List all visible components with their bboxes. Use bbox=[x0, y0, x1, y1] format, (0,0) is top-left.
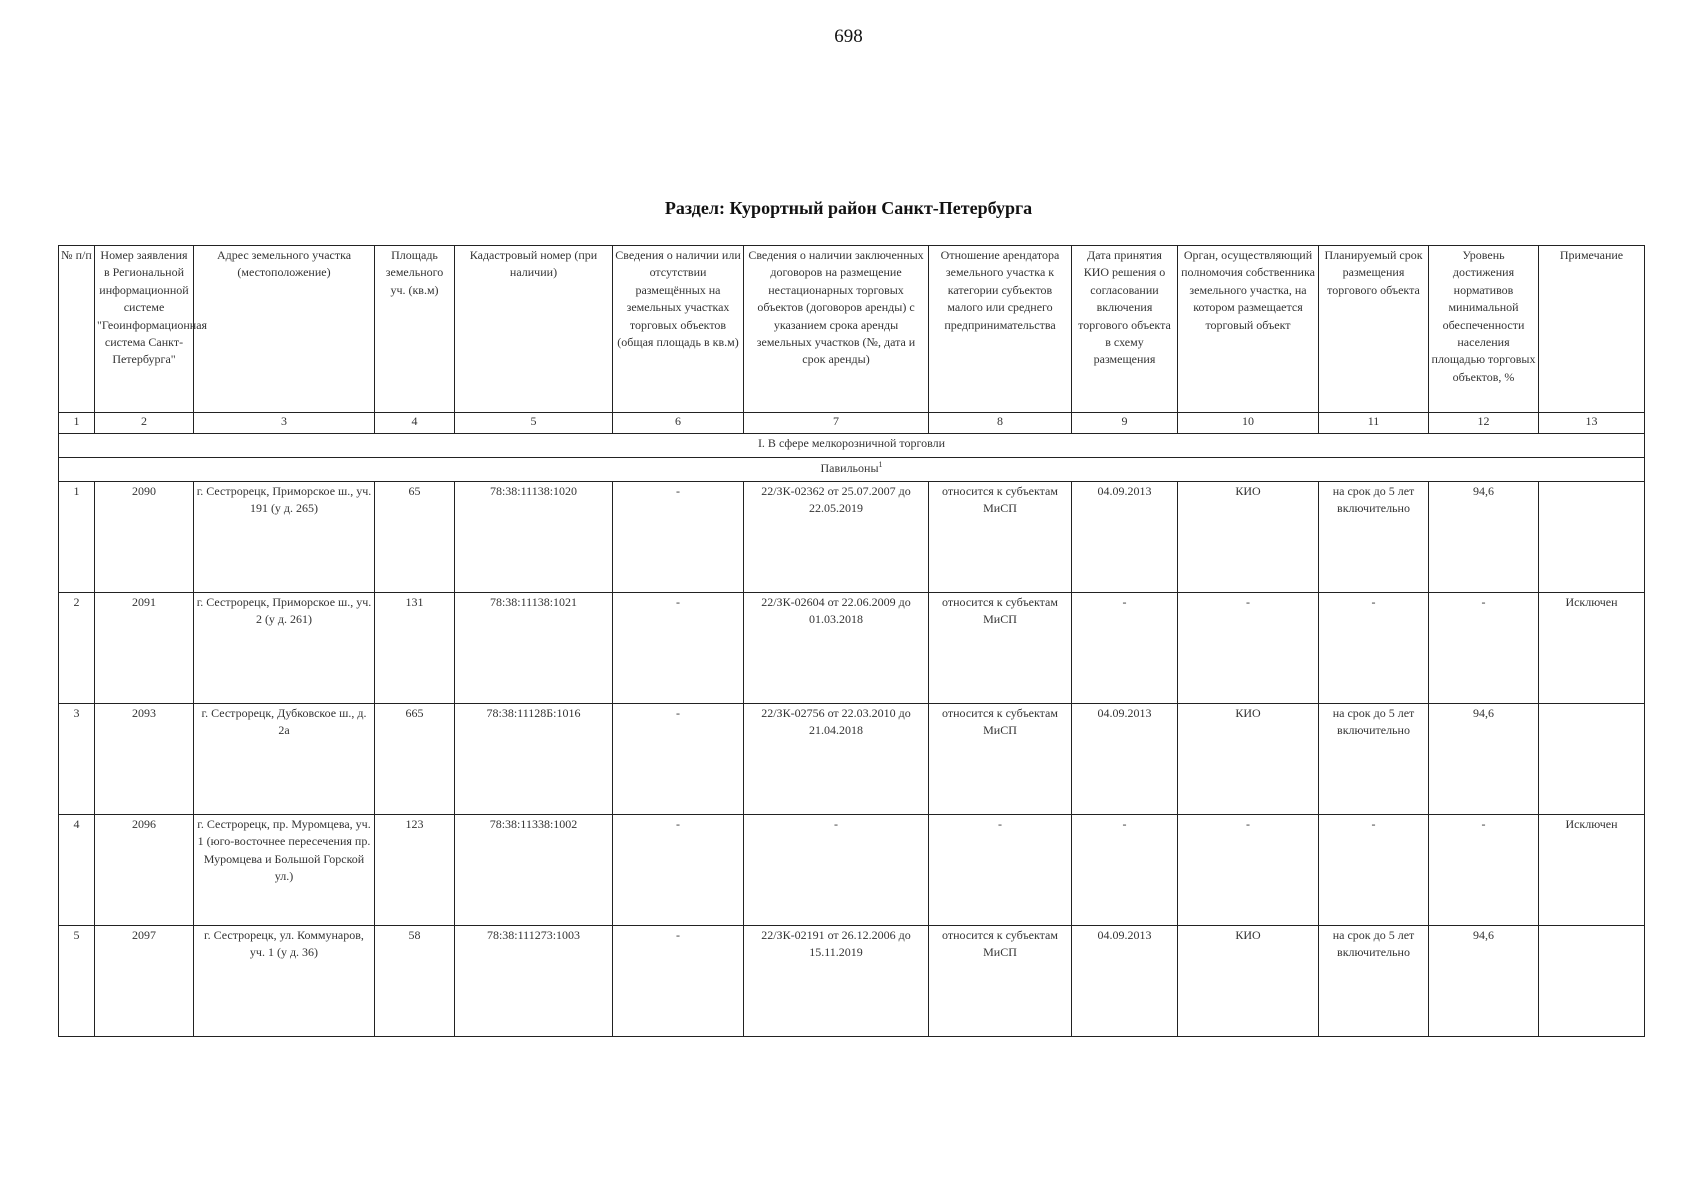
cadastral-number: 78:38:11128Б:1016 bbox=[455, 704, 613, 815]
application-number: 2097 bbox=[95, 926, 194, 1037]
area: 131 bbox=[375, 593, 455, 704]
row-number: 1 bbox=[59, 482, 95, 593]
header-cell: Отношение арендатора земельного участка к категории субъектов малого или среднего предпринимательства bbox=[929, 246, 1072, 413]
lease-contract: 22/ЗК-02191 от 26.12.2006 до 15.11.2019 bbox=[744, 926, 929, 1037]
column-number: 11 bbox=[1319, 413, 1429, 434]
table-row bbox=[59, 926, 1645, 1037]
lease-contract: 22/ЗК-02362 от 25.07.2007 до 22.05.2019 bbox=[744, 482, 929, 593]
column-number: 8 bbox=[929, 413, 1072, 434]
note: Исключен bbox=[1539, 815, 1645, 926]
cadastral-number: 78:38:11138:1021 bbox=[455, 593, 613, 704]
existing-objects: - bbox=[613, 593, 744, 704]
header-cell: Дата принятия КИО решения о согласовании включения торгового объекта в схему размещения bbox=[1072, 246, 1178, 413]
note bbox=[1539, 704, 1645, 815]
sme-status: относится к субъектам МиСП bbox=[929, 704, 1072, 815]
application-number: 2093 bbox=[95, 704, 194, 815]
area: 123 bbox=[375, 815, 455, 926]
address: г. Сестрорецк, Приморское ш., уч. 2 (у д. 261) bbox=[194, 593, 375, 704]
application-number: 2096 bbox=[95, 815, 194, 926]
column-number: 5 bbox=[455, 413, 613, 434]
row-number: 4 bbox=[59, 815, 95, 926]
lease-contract: - bbox=[744, 815, 929, 926]
decision-date: - bbox=[1072, 815, 1178, 926]
table-row bbox=[59, 815, 1645, 926]
decision-date: 04.09.2013 bbox=[1072, 482, 1178, 593]
authority: КИО bbox=[1178, 926, 1319, 1037]
header-cell: Уровень достижения нормативов минимальной обеспеченности населения площадью торговых объектов, % bbox=[1429, 246, 1539, 413]
column-number: 1 bbox=[59, 413, 95, 434]
column-number: 13 bbox=[1539, 413, 1645, 434]
page-number: 698 bbox=[834, 26, 863, 47]
authority: КИО bbox=[1178, 704, 1319, 815]
cadastral-number: 78:38:111273:1003 bbox=[455, 926, 613, 1037]
area: 65 bbox=[375, 482, 455, 593]
provision-level: 94,6 bbox=[1429, 482, 1539, 593]
provision-level: - bbox=[1429, 815, 1539, 926]
header-cell: Сведения о наличии или отсутствии размещённых на земельных участках торговых объектов (общая площадь в кв.м) bbox=[613, 246, 744, 413]
address: г. Сестрорецк, пр. Муромцева, уч. 1 (юго-восточнее пересечения пр. Муромцева и Большой Горской ул.) bbox=[194, 815, 375, 926]
provision-level: 94,6 bbox=[1429, 926, 1539, 1037]
area: 665 bbox=[375, 704, 455, 815]
decision-date: 04.09.2013 bbox=[1072, 704, 1178, 815]
lease-contract: 22/ЗК-02756 от 22.03.2010 до 21.04.2018 bbox=[744, 704, 929, 815]
header-cell: Сведения о наличии заключенных договоров на размещение нестационарных торговых объектов (договоров аренды) с указанием срока аренды земельных участков (№, дата и срок аренды) bbox=[744, 246, 929, 413]
footnote-marker: 1 bbox=[878, 460, 883, 469]
provision-level: - bbox=[1429, 593, 1539, 704]
application-number: 2091 bbox=[95, 593, 194, 704]
address: г. Сестрорецк, Дубковское ш., д. 2а bbox=[194, 704, 375, 815]
column-number: 10 bbox=[1178, 413, 1319, 434]
header-cell: Кадастровый номер (при наличии) bbox=[455, 246, 613, 413]
authority: КИО bbox=[1178, 482, 1319, 593]
application-number: 2090 bbox=[95, 482, 194, 593]
column-number: 12 bbox=[1429, 413, 1539, 434]
sme-status: относится к субъектам МиСП bbox=[929, 593, 1072, 704]
decision-date: 04.09.2013 bbox=[1072, 926, 1178, 1037]
authority: - bbox=[1178, 593, 1319, 704]
row-number: 2 bbox=[59, 593, 95, 704]
placement-term: на срок до 5 лет включительно bbox=[1319, 482, 1429, 593]
placement-term: - bbox=[1319, 593, 1429, 704]
subgroup-heading-row bbox=[59, 458, 1645, 482]
column-number: 3 bbox=[194, 413, 375, 434]
header-cell: № п/п bbox=[59, 246, 95, 413]
sme-status: относится к субъектам МиСП bbox=[929, 926, 1072, 1037]
subgroup-heading: Павильоны bbox=[820, 461, 879, 475]
cadastral-number: 78:38:11138:1020 bbox=[455, 482, 613, 593]
section-title: Раздел: Курортный район Санкт-Петербурга bbox=[664, 198, 1033, 218]
placement-term: - bbox=[1319, 815, 1429, 926]
sme-status: - bbox=[929, 815, 1072, 926]
authority: - bbox=[1178, 815, 1319, 926]
header-cell: Номер заявления в Региональной информационной системе "Геоинформационная система Санкт-Петербурга" bbox=[95, 246, 194, 413]
provision-level: 94,6 bbox=[1429, 704, 1539, 815]
header-cell: Адрес земельного участка (местоположение) bbox=[194, 246, 375, 413]
row-number: 5 bbox=[59, 926, 95, 1037]
column-number: 6 bbox=[613, 413, 744, 434]
cadastral-number: 78:38:11338:1002 bbox=[455, 815, 613, 926]
placement-term: на срок до 5 лет включительно bbox=[1319, 926, 1429, 1037]
column-number: 4 bbox=[375, 413, 455, 434]
table-row bbox=[59, 704, 1645, 815]
existing-objects: - bbox=[613, 704, 744, 815]
note bbox=[1539, 482, 1645, 593]
area: 58 bbox=[375, 926, 455, 1037]
row-number: 3 bbox=[59, 704, 95, 815]
decision-date: - bbox=[1072, 593, 1178, 704]
header-cell: Планируемый срок размещения торгового объекта bbox=[1319, 246, 1429, 413]
note: Исключен bbox=[1539, 593, 1645, 704]
sme-status: относится к субъектам МиСП bbox=[929, 482, 1072, 593]
column-number: 7 bbox=[744, 413, 929, 434]
lease-contract: 22/ЗК-02604 от 22.06.2009 до 01.03.2018 bbox=[744, 593, 929, 704]
placement-term: на срок до 5 лет включительно bbox=[1319, 704, 1429, 815]
table-row bbox=[59, 482, 1645, 593]
subgroup-heading-cell bbox=[59, 458, 1645, 482]
column-number: 2 bbox=[95, 413, 194, 434]
group-heading: I. В сфере мелкорозничной торговли bbox=[59, 434, 1645, 458]
existing-objects: - bbox=[613, 926, 744, 1037]
address: г. Сестрорецк, ул. Коммунаров, уч. 1 (у д. 36) bbox=[194, 926, 375, 1037]
header-row bbox=[59, 246, 1645, 413]
header-cell: Площадь земельного уч. (кв.м) bbox=[375, 246, 455, 413]
header-cell: Орган, осуществляющий полномочия собственника земельного участка, на котором размещается торговый объект bbox=[1178, 246, 1319, 413]
column-number-row bbox=[59, 413, 1645, 434]
column-number: 9 bbox=[1072, 413, 1178, 434]
table-row bbox=[59, 593, 1645, 704]
existing-objects: - bbox=[613, 482, 744, 593]
registry-table bbox=[58, 245, 1645, 1037]
group-heading-row bbox=[59, 434, 1645, 458]
address: г. Сестрорецк, Приморское ш., уч. 191 (у д. 265) bbox=[194, 482, 375, 593]
existing-objects: - bbox=[613, 815, 744, 926]
header-cell: Примечание bbox=[1539, 246, 1645, 413]
note bbox=[1539, 926, 1645, 1037]
